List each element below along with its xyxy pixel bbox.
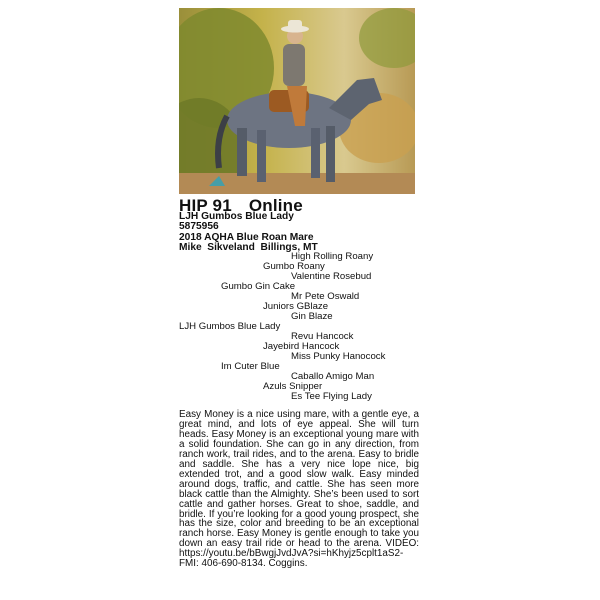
pedigree-horse: LJH Gumbos Blue Lady — [179, 321, 281, 332]
pedigree-sire-sire-sire: High Rolling Roany — [291, 251, 374, 262]
pedigree-dam-dam-sire: Caballo Amigo Man — [291, 371, 375, 382]
horse-details: 2018 AQHA Blue Roan Mare — [179, 231, 314, 243]
pedigree-dam-dam: Azuls Snipper — [263, 381, 323, 392]
horse-rider-image — [179, 8, 415, 194]
horse-info — [179, 212, 318, 254]
pedigree-sire: Gumbo Gin Cake — [221, 281, 296, 292]
pedigree-dam-sire-sire: Revu Hancock — [291, 331, 354, 342]
registration-number: 5875956 — [179, 221, 219, 233]
pedigree-sire-dam-dam: Gin Blaze — [291, 311, 333, 322]
horse-photo — [179, 8, 415, 194]
pedigree-sire-dam: Juniors GBlaze — [263, 301, 329, 312]
pedigree-dam-sire: Jayebird Hancock — [263, 341, 340, 352]
pedigree-sire-dam-sire: Mr Pete Oswald — [291, 291, 360, 302]
pedigree-dam-dam-dam: Es Tee Flying Lady — [291, 391, 372, 402]
pedigree-sire-sire: Gumbo Roany — [263, 261, 325, 272]
sale-status: Online — [248, 196, 303, 215]
consignor: Mike Sikveland Billings, MT — [179, 242, 318, 254]
pedigree-dam: Im Cuter Blue — [221, 361, 280, 372]
pedigree — [179, 252, 439, 407]
hip-number: HIP 91 — [179, 196, 232, 215]
pedigree-dam-sire-dam: Miss Punky Hanocock — [291, 351, 386, 362]
pedigree-sire-sire-dam: Valentine Rosebud — [291, 271, 372, 282]
horse-description: Easy Money is a nice using mare, with a gentle eye, a great mind, and lots of eye appeal. She will turn heads. Easy Money is an exceptional young mare with a solid foundation. She can go in any direction, from ranch work, trail rides, and to the arena. Easy to bridle and saddle. She has a very nice lope nice, big extended trot, and a good slow walk. Easy minded around dogs, traffic, and cattle. She has seen more black cattle than the Almighty. She’s been used to sort cattle and gather horses. Great to shoe, saddle, and bridle. If you’re looking for a good young prospect, she has the size, color and breeding to be an exceptional ranch horse. Easy Money is gentle enough to take you down an easy trail ride or head to the arena. VIDEO: https://youtu.be/bBwgjJvdJvA?si=hKhyjz5cplt1aS2- FMI: 406-690-8134. Coggins. — [179, 409, 419, 570]
horse-name: LJH Gumbos Blue Lady — [179, 211, 294, 222]
